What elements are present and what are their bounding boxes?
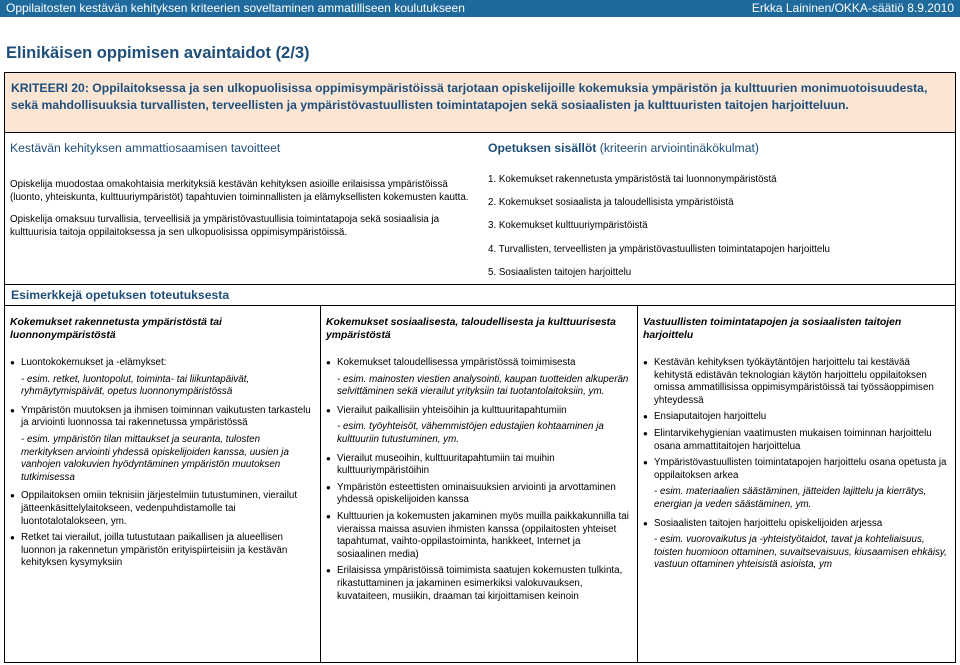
example-column-1 [5,306,321,662]
example-bullet: ● Ympäristön esteettisten ominaisuuksien arviointi ja arvottaminen yhdessä opiskelijoiden kanssa [326,482,632,507]
example-list [326,357,632,603]
example-detail: - esim. ympäristön tilan mittaukset ja seuranta, tulosten merkityksen arviointi yhdessä opiskelijoiden kanssa, uusien ja vanhojen valokuvien hyödyntäminen ympäristön muutoksen tutkimisessa [21,433,289,483]
example-detail: - esim. työyhteisöt, vähemmistöjen edustajien kohtaaminen ja kulttuuriin tutustuminen, ym. [337,421,604,445]
example-list [643,357,950,572]
goals-heading: Kestävän kehityksen ammattiosaamisen tavoitteet [10,141,281,155]
example-bullet: ● Kulttuurien ja kokemusten jakaminen myös muilla paikkakunnilla tai vieraissa maissa asuvien ihmisten kanssa (oppilaitosten yhteiset tapahtumat, vaihto-oppilastoiminta, hankkeet, Internet ja sosiaalinen media) [326,511,632,561]
goal-paragraph: Opiskelija omaksuu turvallisia, terveellisiä ja ympäristövastuullisia toimintatapoja sekä sosiaalisia ja kulttuurisia taitoja oppilaitoksessa ja sen ulkopuolisissa oppimisympäristöissä. [10,214,440,238]
examples-heading: Esimerkkejä opetuksen toteutuksesta [5,284,955,306]
header-right-text: Erkka Laininen/OKKA-säätiö 8.9.2010 [751,1,954,15]
criteria-text: KRITEERI 20: Oppilaitoksessa ja sen ulkopuolisissa oppimisympäristöissä tarjotaan opiskelijoille kokemuksia ympäristön ja kulttuurien monimuotoisuudesta, sekä mahdollisuuksia turvallisten, terveellisten ja ympäristövastuullisten toimintatapojen sekä sosiaalisten ja kulttuuristen taitojen harjoitteluun. [5,73,955,133]
example-bullet: ● Ensiaputaitojen harjoittelu [643,411,950,424]
example-detail: - esim. materiaalien säästäminen, jätteiden lajittelu ja kierrätys, energian ja veden säästäminen, ym. [654,486,927,510]
header-bar [0,0,960,17]
example-detail: - esim. vuorovaikutus ja -yhteistyötaidot, tavat ja kohteliaisuus, toisten huomioon ottaminen, suvaitsevaisuus, kiusaamisen ehkäisy, vastuun ottaminen yhteisistä asioista, ym [654,534,947,571]
contents-heading-rest: (kriteerin arviointinäkökulmat) [596,141,759,155]
contents-list [488,174,948,290]
example-bullet: ● Retket tai vierailut, joilla tutustutaan paikallisen ja alueellisen luonnon ja rakennetun ympäristön erityispiirteisiin ja kestävän kehityksen kysymyksiin [10,532,315,570]
example-bullet: ● Vierailut paikallisiin yhteisöihin ja kulttuuritapahtumiin [326,405,632,418]
example-bullet: ● Ympäristön muutoksen ja ihmisen toiminnan vaikutusten tarkastelu ja arviointi luonnossa tai rakennetussa ympäristössä [10,405,315,430]
example-bullet: ● Vierailut museoihin, kulttuuritapahtumiin tai muihin kulttuuriympäristöihin [326,453,632,478]
column-title: Kokemukset rakennetusta ympäristöstä tai luonnonympäristöstä [10,317,222,341]
goal-paragraph: Opiskelija muodostaa omakohtaisia merkityksiä kestävän kehityksen asioille erilaisissa ympäristöissä (luonto, yhteiskunta, kulttuuriympäristöt) tapahtuvien toiminnallisten ja elämyksellisten kokemusten kautta. [10,179,469,203]
example-bullet: ● Oppilaitoksen omiin teknisiin järjestelmiin tutustuminen, vierailut jätteenkäsittelylaitokseen, vedenpuhdistamolle tai luontotalotalokseen, ym. [10,490,315,528]
header-left-text: Oppilaitosten kestävän kehityksen kriteerien soveltaminen ammatilliseen koulutukseen [6,1,465,15]
contents-item: 2. Kokemukset sosiaalista ja taloudellisista ympäristöistä [488,197,734,209]
page-title: Elinikäisen oppimisen avaintaidot (2/3) [6,44,310,62]
example-column-3 [638,306,955,662]
criteria-table [4,72,956,663]
contents-item: 5. Sosiaalisten taitojen harjoittelu [488,266,632,278]
example-bullet: ● Sosiaalisten taitojen harjoittelu opiskelijoiden arjessa [643,518,950,531]
contents-heading [488,141,759,155]
contents-item: 4. Turvallisten, terveellisten ja ympäristövastuullisten toimintatapojen harjoittelu [488,243,830,255]
example-bullet: ● Kokemukset taloudellisessa ympäristössä toimimisesta [326,357,632,370]
contents-heading-bold: Opetuksen sisällöt [488,141,597,155]
example-bullet: ● Luontokokemukset ja -elämykset: [10,357,315,370]
example-bullet: ● Kestävän kehityksen työkäytäntöjen harjoittelu tai kestävää kehitystä edistävän teknologian käytön harjoittelu oppilaitoksen omissa ammatillisissa oppimisympäristöissä tai työssäoppimisen yhteydessä [643,357,950,407]
example-detail: - esim. retket, luontopolut, toiminta- tai liikuntapäivät, ryhmäytymispäivät, opetus luonnonympäristössä [21,373,250,398]
example-detail: - esim. mainosten viestien analysointi, kaupan tuotteiden alkuperän selvittäminen sekä vierailut yrityksiin tai tuotantolaitoksiin, ym. [337,373,629,398]
goals-text [10,179,470,249]
contents-item: 1. Kokemukset rakennetusta ympäristöstä tai luonnonympäristöstä [488,174,777,185]
example-bullet: ● Ympäristövastuullisten toimintatapojen harjoittelu osana opetusta ja oppilaitoksen arkea [643,457,950,482]
example-bullet: ● Elintarvikehygienian vaatimusten mukaisen toiminnan harjoittelu osana ammattitaitojen harjoittelua [643,428,950,453]
contents-item: 3. Kokemukset kulttuuriympäristöistä [488,220,648,232]
example-list [10,357,315,570]
column-title: Vastuullisten toimintatapojen ja sosiaalisten taitojen harjoittelu [643,317,902,341]
column-title: Kokemukset sosiaalisesta, taloudellisesta ja kulttuurisesta ympäristöstä [326,317,616,341]
example-column-2 [321,306,638,662]
example-bullet: ● Erilaisissa ympäristöissä toimimista saatujen kokemusten tulkinta, rikastuttaminen ja jakaminen esimerkiksi valokuvauksen, kuvataiteen, musiikin, draaman tai kirjoittamisen keinoin [326,565,632,603]
